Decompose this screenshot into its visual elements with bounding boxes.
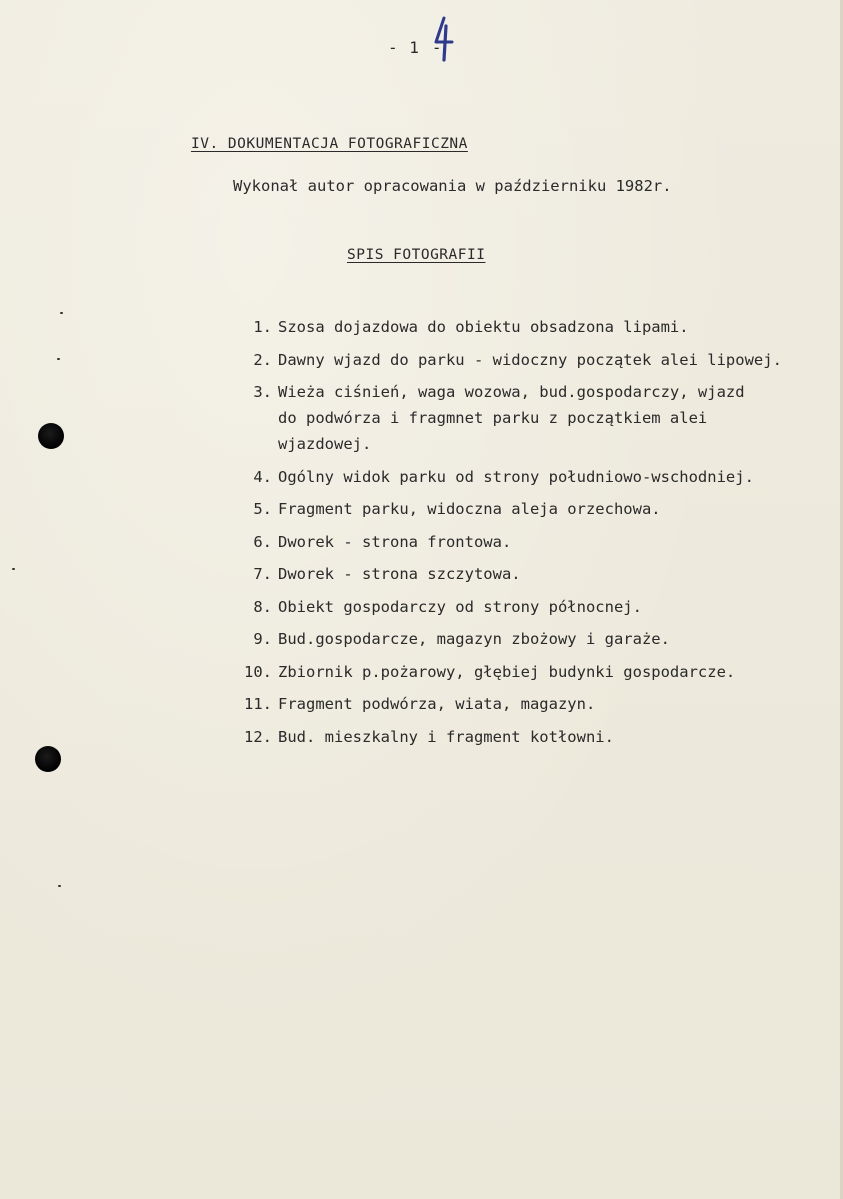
section-title: IV. DOKUMENTACJA FOTOGRAFICZNA <box>191 136 468 152</box>
page-number-typed: - 1 <box>388 38 420 57</box>
list-item-number: 12. <box>244 727 272 746</box>
punch-hole-top <box>38 423 64 449</box>
paper-speck <box>12 568 15 570</box>
list-item <box>228 594 840 620</box>
photo-list <box>228 314 840 756</box>
paper-speck <box>58 885 61 887</box>
paper-speck <box>60 312 63 314</box>
list-item <box>228 314 840 340</box>
handwritten-page-number <box>420 38 432 57</box>
list-item-text: Fragment podwórza, wiata, magazyn. <box>278 695 596 713</box>
list-item-number: 6. <box>253 532 272 551</box>
list-item-text: Dworek - strona frontowa. <box>278 532 512 551</box>
list-item-text: Zbiornik p.pożarowy, głębiej budynki gospodarcze. <box>278 662 736 681</box>
list-item-text: Obiekt gospodarczy od strony północnej. <box>278 597 642 616</box>
list-item-number: 11. <box>244 695 272 713</box>
list-item-number: 7. <box>253 565 272 583</box>
author-note: Wykonał autor opracowania w październiku 1982r. <box>233 177 672 195</box>
list-item <box>228 347 840 373</box>
list-item-text: Ogólny widok parku od strony południowo-wschodniej. <box>278 467 754 486</box>
list-item <box>228 691 840 717</box>
page-number <box>388 38 443 57</box>
list-item-number: 1. <box>253 318 272 336</box>
list-item-number: 10. <box>244 662 272 681</box>
list-item-number: 3. <box>253 383 272 401</box>
list-item-text: Dawny wjazd do parku - widoczny początek alei lipowej. <box>278 350 782 369</box>
punch-hole-bottom <box>35 746 61 772</box>
list-item <box>228 496 840 522</box>
list-item-text: Bud.gospodarcze, magazyn zbożowy i garaże. <box>278 630 670 648</box>
list-item-number: 5. <box>253 500 272 518</box>
list-item-text: Bud. mieszkalny i fragment kotłowni. <box>278 727 614 746</box>
list-item <box>228 724 840 750</box>
list-title: SPIS FOTOGRAFII <box>347 247 486 263</box>
handwritten-four-icon <box>432 16 454 62</box>
list-item-number: 9. <box>253 630 272 648</box>
list-item-number: 4. <box>253 467 272 486</box>
list-item-text: Dworek - strona szczytowa. <box>278 565 521 583</box>
list-item-number: 8. <box>253 597 272 616</box>
list-item-text: Wieża ciśnień, waga wozowa, bud.gospodarczy, wjazd do podwórza i fragmnet parku z początkiem alei wjazdowej. <box>278 383 745 453</box>
list-item-number: 2. <box>253 350 272 369</box>
list-item-text: Fragment parku, widoczna aleja orzechowa. <box>278 500 661 518</box>
list-item <box>228 529 840 555</box>
list-item-text: Szosa dojazdowa do obiektu obsadzona lipami. <box>278 318 689 336</box>
page-number-suffix: - <box>431 38 443 57</box>
list-item <box>228 379 840 457</box>
list-item <box>228 626 840 652</box>
list-item <box>228 561 840 587</box>
paper-speck <box>57 358 60 360</box>
list-item <box>228 659 840 685</box>
list-item <box>228 464 840 490</box>
